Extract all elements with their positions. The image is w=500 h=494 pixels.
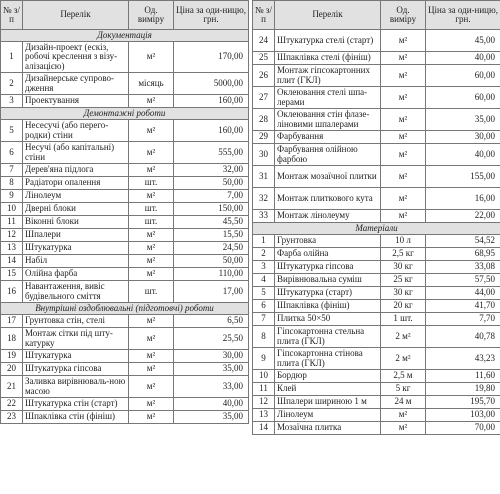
row-unit: м² (381, 210, 426, 223)
section-label: Документація (1, 30, 249, 42)
row-name: Монтаж плиткового кута (275, 188, 381, 210)
row-unit: м² (129, 164, 174, 177)
row-unit: м² (381, 131, 426, 144)
table-row (253, 274, 500, 287)
row-price: 40,00 (426, 52, 500, 65)
section-row (1, 30, 249, 42)
row-price: 30,00 (174, 350, 249, 363)
row-name: Несесучі (або перего-родки) стіни (23, 120, 129, 142)
row-number: 2 (1, 73, 23, 95)
table-body (253, 30, 500, 435)
row-price: 35,00 (426, 109, 500, 131)
row-price: 57,50 (426, 274, 500, 287)
table-row (1, 350, 249, 363)
table-row (253, 65, 500, 87)
row-name: Дизайн-проект (ескіз, робочі креслення з візу-алізацією) (23, 42, 129, 73)
row-number: 4 (253, 274, 275, 287)
row-unit: 2,5 кг (381, 248, 426, 261)
row-price: 155,00 (426, 166, 500, 188)
table-row (253, 109, 500, 131)
row-number: 6 (1, 142, 23, 164)
row-name: Штукатурка (23, 350, 129, 363)
row-number: 20 (1, 363, 23, 376)
row-number: 18 (1, 328, 23, 350)
table-row (1, 315, 249, 328)
row-unit: м² (129, 229, 174, 242)
row-unit: 20 кг (381, 300, 426, 313)
row-number: 11 (253, 383, 275, 396)
row-name: Грунтовка стін, стелі (23, 315, 129, 328)
row-name: Штукатурка стелі (старт) (275, 30, 381, 52)
row-unit: м² (381, 166, 426, 188)
row-unit: шт. (129, 281, 174, 303)
row-number: 7 (1, 164, 23, 177)
table-row (1, 363, 249, 376)
row-number: 28 (253, 109, 275, 131)
row-unit: м² (129, 242, 174, 255)
section-row (253, 223, 500, 235)
row-price: 11,60 (426, 370, 500, 383)
row-name: Штукатурка (старт) (275, 287, 381, 300)
row-name: Вирівнювальна суміш (275, 274, 381, 287)
row-name: Олійна фарба (23, 268, 129, 281)
row-price: 60,00 (426, 65, 500, 87)
section-label: Внутрішні оздоблювальні (підготовчі) роботи (1, 303, 249, 315)
row-unit: м² (381, 65, 426, 87)
table-row (253, 52, 500, 65)
row-number: 13 (253, 409, 275, 422)
row-number: 12 (253, 396, 275, 409)
table-row (1, 376, 249, 398)
row-price: 35,00 (174, 411, 249, 424)
table-row (253, 370, 500, 383)
row-unit: 25 кг (381, 274, 426, 287)
row-price: 70,00 (426, 422, 500, 435)
header-price: Ціна за оди-ницю, грн. (174, 1, 249, 30)
row-number: 24 (253, 30, 275, 52)
row-name: Радіатори опалення (23, 177, 129, 190)
row-price: 25,50 (174, 328, 249, 350)
table-row (253, 326, 500, 348)
row-number: 3 (1, 95, 23, 108)
header-unit: Од. виміру (129, 1, 174, 30)
table-row (253, 313, 500, 326)
table-row (1, 216, 249, 229)
table-row (1, 73, 249, 95)
row-number: 6 (253, 300, 275, 313)
row-unit: м² (129, 315, 174, 328)
row-unit: м² (129, 120, 174, 142)
row-price: 41,70 (426, 300, 500, 313)
row-number: 7 (253, 313, 275, 326)
row-number: 2 (253, 248, 275, 261)
header-unit: Од. виміру (381, 1, 426, 30)
table-row (253, 300, 500, 313)
row-price: 45,00 (426, 30, 500, 52)
row-name: Лінолеум (23, 190, 129, 203)
table-row (1, 268, 249, 281)
row-unit: м² (129, 328, 174, 350)
row-price: 5000,00 (174, 73, 249, 95)
row-name: Дверні блоки (23, 203, 129, 216)
row-name: Шпаклівка стелі (фініш) (275, 52, 381, 65)
row-name: Шпалери (23, 229, 129, 242)
row-unit: м² (129, 376, 174, 398)
row-name: Штукатурка (23, 242, 129, 255)
row-number: 10 (1, 203, 23, 216)
row-name: Штукатурка гіпсова (275, 261, 381, 274)
row-price: 40,00 (174, 398, 249, 411)
row-number: 31 (253, 166, 275, 188)
table-row (1, 142, 249, 164)
row-name: Плитка 50×50 (275, 313, 381, 326)
header-num: № з/п (1, 1, 23, 30)
price-table (252, 0, 500, 435)
row-price: 7,00 (174, 190, 249, 203)
table-row (1, 42, 249, 73)
price-table-left (0, 0, 248, 424)
row-name: Грунтовка (275, 235, 381, 248)
row-number: 11 (1, 216, 23, 229)
row-number: 3 (253, 261, 275, 274)
row-number: 5 (253, 287, 275, 300)
row-number: 27 (253, 87, 275, 109)
row-unit: місяць (129, 73, 174, 95)
row-price: 33,00 (174, 376, 249, 398)
row-name: Проектування (23, 95, 129, 108)
row-price: 160,00 (174, 120, 249, 142)
row-unit: м² (381, 87, 426, 109)
row-price: 110,00 (174, 268, 249, 281)
row-number: 15 (1, 268, 23, 281)
row-number: 30 (253, 144, 275, 166)
row-unit: м² (381, 144, 426, 166)
table-row (1, 229, 249, 242)
section-label: Демонтажні роботи (1, 108, 249, 120)
table-row (253, 422, 500, 435)
row-name: Клей (275, 383, 381, 396)
row-name: Монтаж сітки під шту-катурку (23, 328, 129, 350)
row-price: 16,00 (426, 188, 500, 210)
row-number: 29 (253, 131, 275, 144)
row-name: Фарбування (275, 131, 381, 144)
row-name: Гіпсокартонна стельна плита (ГКЛ) (275, 326, 381, 348)
row-number: 22 (1, 398, 23, 411)
row-price: 50,00 (174, 255, 249, 268)
row-unit: м² (129, 268, 174, 281)
row-name: Бордюр (275, 370, 381, 383)
row-unit: 1 шт. (381, 313, 426, 326)
row-name: Дизайнерське супрово-дження (23, 73, 129, 95)
table-row (253, 131, 500, 144)
table-row (1, 242, 249, 255)
row-name: Монтаж гіпсокартонних плит (ГКЛ) (275, 65, 381, 87)
table-row (1, 411, 249, 424)
row-unit: м² (129, 42, 174, 73)
row-price: 19,80 (426, 383, 500, 396)
row-name: Віконні блоки (23, 216, 129, 229)
row-price: 40,00 (426, 144, 500, 166)
row-number: 16 (1, 281, 23, 303)
row-name: Оклеювання стелі шпа-лерами (275, 87, 381, 109)
row-unit: м² (129, 398, 174, 411)
row-unit: м² (381, 422, 426, 435)
row-price: 170,00 (174, 42, 249, 73)
row-name: Фарбування олійною фарбою (275, 144, 381, 166)
table-header-row (253, 1, 500, 30)
table-header-row (1, 1, 249, 30)
row-price: 6,50 (174, 315, 249, 328)
section-row (1, 303, 249, 315)
row-unit: м² (381, 188, 426, 210)
table-row (253, 383, 500, 396)
row-unit: 2 м² (381, 326, 426, 348)
row-price: 7,70 (426, 313, 500, 326)
row-price: 103,00 (426, 409, 500, 422)
table-row (1, 190, 249, 203)
row-name: Дерев'яна підлога (23, 164, 129, 177)
table-row (253, 396, 500, 409)
row-unit: м² (129, 95, 174, 108)
row-number: 14 (253, 422, 275, 435)
table-row (253, 210, 500, 223)
row-unit: м² (381, 409, 426, 422)
table-row (1, 120, 249, 142)
row-number: 1 (1, 42, 23, 73)
header-name: Перелік (275, 1, 381, 30)
row-number: 8 (1, 177, 23, 190)
row-number: 25 (253, 52, 275, 65)
row-number: 14 (1, 255, 23, 268)
table-row (253, 287, 500, 300)
table-row (1, 164, 249, 177)
price-table-right (252, 0, 500, 435)
row-price: 68,95 (426, 248, 500, 261)
row-unit: 5 кг (381, 383, 426, 396)
row-name: Монтаж мозаїчної плитки (275, 166, 381, 188)
row-price: 60,00 (426, 87, 500, 109)
table-row (253, 261, 500, 274)
table-row (253, 409, 500, 422)
row-name: Заливка вирівнюваль-ною масою (23, 376, 129, 398)
row-name: Навантаження, вивіс будівельного сміття (23, 281, 129, 303)
row-unit: м² (129, 255, 174, 268)
row-number: 19 (1, 350, 23, 363)
row-number: 21 (1, 376, 23, 398)
row-unit: шт. (129, 177, 174, 190)
row-price: 40,78 (426, 326, 500, 348)
row-number: 17 (1, 315, 23, 328)
row-unit: шт. (129, 216, 174, 229)
row-price: 15,50 (174, 229, 249, 242)
row-price: 43,23 (426, 348, 500, 370)
row-unit: 24 м (381, 396, 426, 409)
row-price: 35,00 (174, 363, 249, 376)
row-number: 8 (253, 326, 275, 348)
row-price: 54,52 (426, 235, 500, 248)
row-price: 32,00 (174, 164, 249, 177)
row-name: Несучі (або капітальні) стіни (23, 142, 129, 164)
row-number: 26 (253, 65, 275, 87)
row-name: Гіпсокартонна стінова плита (ГКЛ) (275, 348, 381, 370)
row-name: Мозаїчна плитка (275, 422, 381, 435)
table-row (253, 348, 500, 370)
row-number: 33 (253, 210, 275, 223)
row-price: 555,00 (174, 142, 249, 164)
row-name: Фарба олійна (275, 248, 381, 261)
table-row (253, 235, 500, 248)
row-unit: м² (381, 52, 426, 65)
row-number: 13 (1, 242, 23, 255)
row-name: Штукатурка стін (старт) (23, 398, 129, 411)
row-price: 17,00 (174, 281, 249, 303)
table-row (1, 177, 249, 190)
row-unit: 30 кг (381, 261, 426, 274)
table-row (1, 203, 249, 216)
header-price: Ціна за оди-ницю, грн. (426, 1, 500, 30)
price-table (0, 0, 249, 424)
row-number: 10 (253, 370, 275, 383)
table-row (1, 398, 249, 411)
table-row (1, 328, 249, 350)
table-row (1, 281, 249, 303)
section-label: Матеріали (253, 223, 500, 235)
row-price: 195,70 (426, 396, 500, 409)
row-number: 9 (253, 348, 275, 370)
row-unit: шт. (129, 203, 174, 216)
row-unit: 30 кг (381, 287, 426, 300)
row-name: Набіл (23, 255, 129, 268)
row-name: Монтаж лінолеуму (275, 210, 381, 223)
row-unit: м² (381, 30, 426, 52)
row-price: 44,00 (426, 287, 500, 300)
row-price: 22,00 (426, 210, 500, 223)
row-name: Шпалери шириною 1 м (275, 396, 381, 409)
table-row (253, 30, 500, 52)
row-number: 23 (1, 411, 23, 424)
row-price: 24,50 (174, 242, 249, 255)
row-unit: м² (129, 350, 174, 363)
header-num: № з/п (253, 1, 275, 30)
table-row (1, 95, 249, 108)
row-unit: м² (129, 190, 174, 203)
row-unit: м² (129, 142, 174, 164)
row-price: 45,50 (174, 216, 249, 229)
row-unit: м² (129, 411, 174, 424)
row-number: 12 (1, 229, 23, 242)
table-body (1, 30, 249, 424)
row-price: 50,00 (174, 177, 249, 190)
row-unit: 2 м² (381, 348, 426, 370)
row-price: 150,00 (174, 203, 249, 216)
table-row (253, 166, 500, 188)
row-price: 160,00 (174, 95, 249, 108)
table-row (253, 144, 500, 166)
row-number: 32 (253, 188, 275, 210)
header-name: Перелік (23, 1, 129, 30)
table-row (1, 255, 249, 268)
row-number: 9 (1, 190, 23, 203)
row-unit: 10 л (381, 235, 426, 248)
row-name: Штукатурка гіпсова (23, 363, 129, 376)
row-name: Оклеювання стін флазе-ліновими шпалерами (275, 109, 381, 131)
row-price: 30,00 (426, 131, 500, 144)
table-row (253, 87, 500, 109)
row-number: 1 (253, 235, 275, 248)
row-name: Шпаклівка стін (фініш) (23, 411, 129, 424)
row-price: 33,08 (426, 261, 500, 274)
table-row (253, 188, 500, 210)
table-row (253, 248, 500, 261)
row-name: Шпаклівка (фініш) (275, 300, 381, 313)
section-row (1, 108, 249, 120)
row-number: 5 (1, 120, 23, 142)
row-name: Лінолеум (275, 409, 381, 422)
row-unit: м² (381, 109, 426, 131)
row-unit: 2,5 м (381, 370, 426, 383)
row-unit: м² (129, 363, 174, 376)
